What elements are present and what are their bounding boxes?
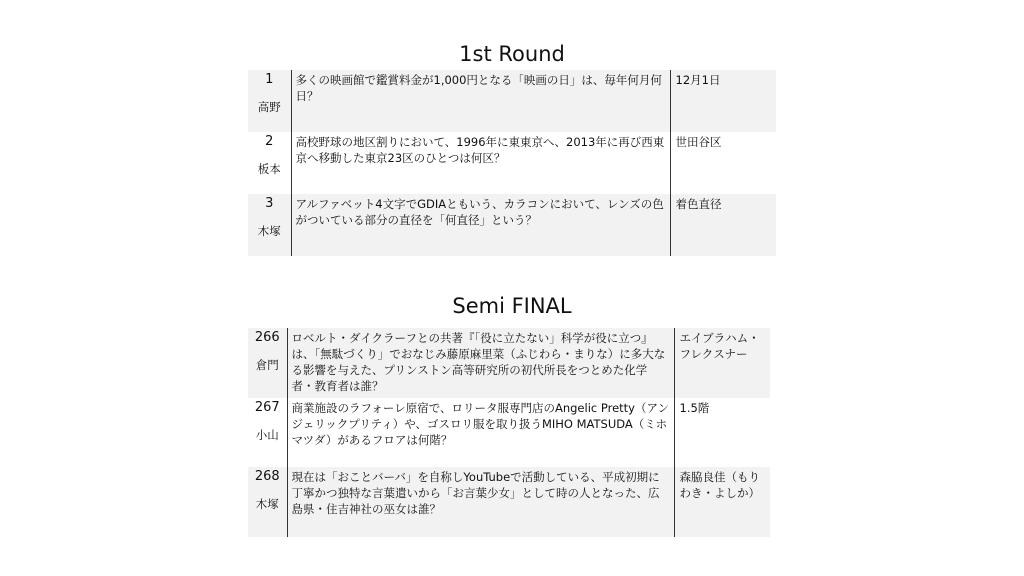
player-name: 高野 [257, 100, 281, 114]
answer-text: 世田谷区 [675, 135, 722, 149]
table-row [248, 132, 776, 194]
answer-text: 着色直径 [675, 197, 722, 211]
answer-text: 森脇良佳（もりわき・よしか） [679, 470, 760, 500]
question-number: 267 [254, 400, 280, 415]
question-number: 1 [265, 72, 274, 87]
player-name: 小山 [255, 428, 279, 442]
table-row [248, 328, 770, 398]
player-name: 倉門 [255, 358, 279, 372]
answer-text: エイブラハム・フレクスナー [679, 331, 760, 361]
round1-title: 1st Round [459, 42, 565, 66]
question-number: 2 [265, 134, 274, 149]
table-row [248, 398, 770, 467]
player-name: 木塚 [255, 497, 279, 511]
player-name: 板本 [257, 162, 281, 176]
semifinal-table [248, 328, 770, 537]
question-text: 高校野球の地区割りにおいて、1996年に東東京へ、2013年に再び西東京へ移動した東京23区のひとつは何区？ [295, 135, 665, 165]
table-row [248, 467, 770, 537]
answer-text: 1.5階 [679, 401, 710, 415]
table-row [248, 70, 776, 132]
question-number: 268 [254, 469, 280, 484]
round1-table [248, 70, 776, 256]
question-text: 現在は「おことバーバ」を自称しYouTubeで活動している、平成初期に丁寧かつ独特な言葉遣いから「お言葉少女」として時の人となった、広島県・住吉神社の巫女は誰？ [291, 470, 660, 516]
question-text: 商業施設のラフォーレ原宿で、ロリータ服専門店のAngelic Pretty（アンジェリックプリティ）や、ゴスロリ服を取り扱うMIHO MATSUDA（ミホマツダ）があるフロアは何階？ [291, 401, 670, 447]
question-number: 266 [254, 330, 280, 345]
question-text: ロベルト・ダイクラーフとの共著『「役に立たない」科学が役に立つ』は、「無駄づくり」でおなじみ藤原麻里菜（ふじわら・まりな）に多大なる影響を与えた、プリンストン高等研究所の初代所長をつとめた化学者・教育者は誰？ [291, 331, 666, 393]
table-row [248, 194, 776, 256]
semifinal-title: Semi FINAL [452, 294, 572, 318]
answer-text: 12月1日 [675, 73, 721, 87]
question-text: 多くの映画館で鑑賞料金が1,000円となる「映画の日」は、毎年何月何日？ [295, 73, 662, 103]
question-number: 3 [265, 196, 274, 211]
question-text: アルファベット4文字でGDIAともいう、カラコンにおいて、レンズの色がついている部分の直径を「何直径」という？ [295, 197, 664, 227]
player-name: 木塚 [257, 224, 281, 238]
